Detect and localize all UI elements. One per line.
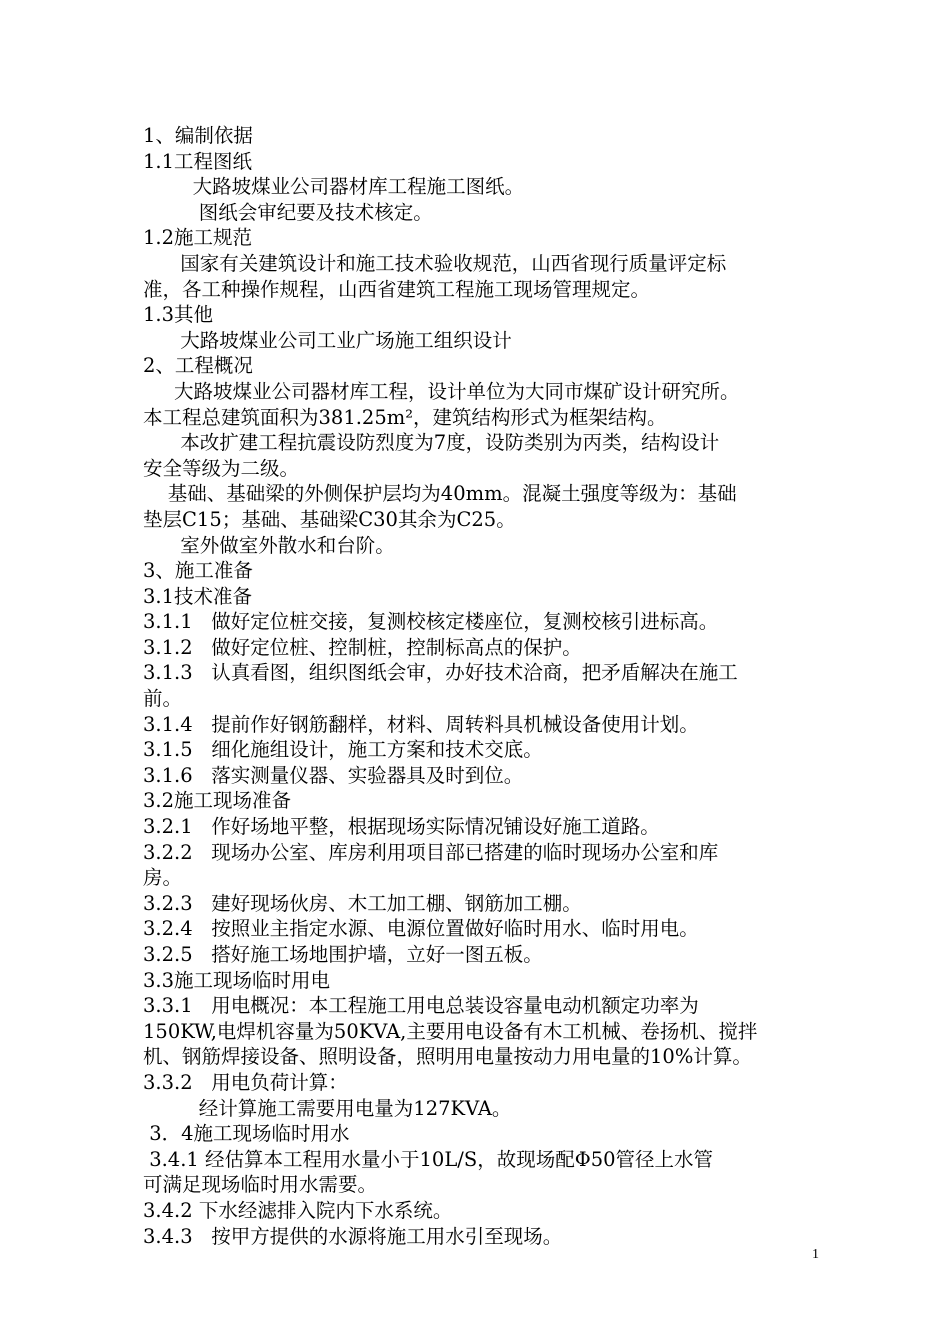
text-line: 1.2施工规范 (143, 226, 253, 250)
text-line: 2、工程概况 (143, 354, 253, 378)
text-line: 本改扩建工程抗震设防烈度为7度，设防类别为丙类，结构设计 (143, 431, 720, 455)
text-line: 3.2施工现场准备 (143, 789, 292, 813)
text-line: 3.2.5 搭好施工场地围护墙，立好一图五板。 (143, 943, 543, 966)
text-line: 本工程总建筑面积为381.25m²，建筑结构形式为框架结构。 (143, 405, 667, 429)
text-line: 大路坡煤业公司器材库工程施工图纸。 (143, 175, 525, 199)
text-line: 3.3.2 用电负荷计算： (143, 1070, 348, 1094)
text-line: 3.1.3 认真看图，组织图纸会审，办好技术洽商，把矛盾解决在施工 (143, 661, 738, 685)
text-line: 垫层C15；基础、基础梁C30其余为C25。 (143, 507, 516, 531)
text-line: 图纸会审纪要及技术核定。 (143, 200, 433, 224)
text-line: 1.1工程图纸 (143, 149, 253, 173)
text-line: 3.4.3 按甲方提供的水源将施工用水引至现场。 (143, 1224, 563, 1248)
page-number: 1 (812, 1247, 819, 1262)
text-line: 3.2.3 建好现场伙房、木工加工棚、钢筋加工棚。 (143, 891, 582, 915)
text-line: 大路坡煤业公司器材库工程，设计单位为大同市煤矿设计研究所。 (143, 379, 740, 403)
text-line: 1、编制依据 (143, 124, 253, 147)
text-line: 国家有关建筑设计和施工技术验收规范，山西省现行质量评定标 (143, 251, 727, 275)
text-line: 3.1.5 细化施组设计，施工方案和技术交底。 (143, 738, 543, 762)
text-line: 3.1.4 提前作好钢筋翻样，材料、周转料具机械设备使用计划。 (143, 712, 699, 736)
text-line: 机、钢筋焊接设备、照明设备，照明用电量按动力用电量的10%计算。 (143, 1045, 752, 1069)
text-line: 3.1技术准备 (143, 584, 253, 608)
text-line: 室外做室外散水和台阶。 (143, 533, 395, 557)
text-line: 3.4.1 经估算本工程用水量小于10L/S，故现场配Φ50管径上水管 (143, 1147, 714, 1171)
text-line: 经计算施工需要用电量为127KVA。 (143, 1096, 512, 1120)
text-line: 3.2.4 按照业主指定水源、电源位置做好临时用水、临时用电。 (143, 917, 699, 941)
text-line: 3.1.1 做好定位桩交接，复测校核定楼座位，复测校核引进标高。 (143, 610, 719, 634)
text-line: 3.4.2 下水经滤排入院内下水系统。 (143, 1198, 453, 1222)
text-line: 3．4施工现场临时用水 (143, 1122, 350, 1146)
text-line: 房。 (143, 866, 183, 890)
text-line: 安全等级为二级。 (143, 456, 300, 480)
text-line: 可满足现场临时用水需要。 (143, 1173, 378, 1197)
text-line: 准，各工种操作规程，山西省建筑工程施工现场管理规定。 (143, 277, 651, 301)
text-line: 3.2.1 作好场地平整，根据现场实际情况铺设好施工道路。 (143, 815, 660, 839)
text-line: 3.3施工现场临时用电 (143, 968, 331, 992)
text-line: 150KW,电焊机容量为50KVA,主要用电设备有木工机械、卷扬机、搅拌 (143, 1019, 758, 1043)
text-line: 大路坡煤业公司工业广场施工组织设计 (143, 328, 512, 352)
text-line: 3.3.1 用电概况：本工程施工用电总装设容量电动机额定功率为 (143, 994, 699, 1018)
text-line: 3.1.2 做好定位桩、控制桩，控制标高点的保护。 (143, 635, 582, 659)
text-line: 1.3其他 (143, 303, 214, 327)
text-line: 基础、基础梁的外侧保护层均为40mm。混凝土强度等级为：基础 (143, 482, 737, 506)
text-line: 3.2.2 现场办公室、库房利用项目部已搭建的临时现场办公室和库 (143, 840, 719, 864)
document-body (143, 123, 823, 1249)
text-line: 3.1.6 落实测量仪器、实验器具及时到位。 (143, 763, 524, 787)
text-line: 前。 (143, 687, 183, 711)
text-line: 3、施工准备 (143, 559, 253, 583)
